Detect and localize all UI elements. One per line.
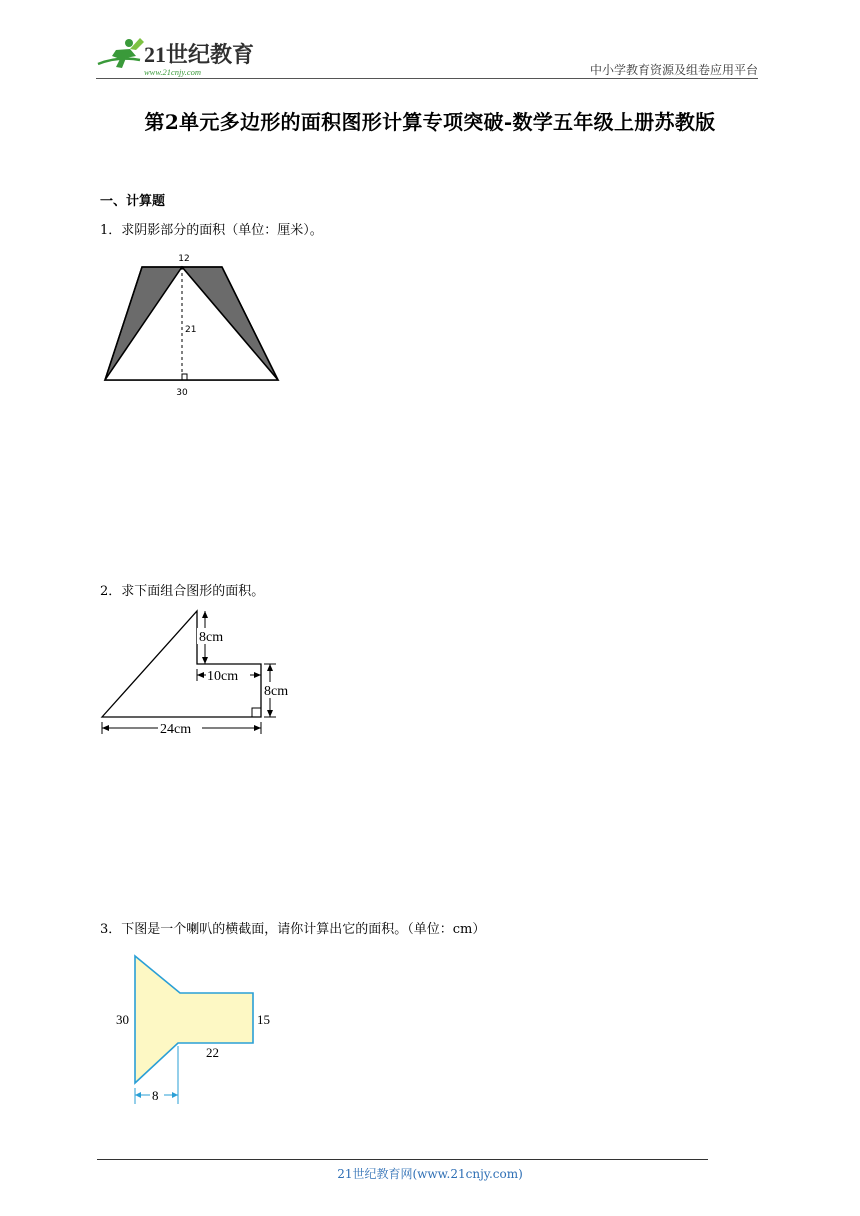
arrow-head xyxy=(267,664,273,671)
label-middle-horizontal: 10cm xyxy=(207,669,239,684)
label-bottom: 8 xyxy=(152,1088,159,1103)
label-bottom: 30 xyxy=(176,388,188,398)
question-2-figure xyxy=(96,604,306,740)
question-1-figure xyxy=(100,250,285,402)
label-left: 30 xyxy=(116,1012,129,1027)
arrow-head xyxy=(267,710,273,717)
arrow-head xyxy=(197,672,204,678)
arrow-head xyxy=(254,725,261,731)
arrow-head xyxy=(102,725,109,731)
question-2-text: 2．求下面组合图形的面积。 xyxy=(100,584,265,599)
label-top-vertical: 8cm xyxy=(199,630,224,645)
arrow-head xyxy=(135,1092,141,1098)
composite-shape-outline xyxy=(102,611,261,717)
question-1-text: 1．求阴影部分的面积（单位：厘米）。 xyxy=(100,223,323,238)
arrow-head xyxy=(254,672,261,678)
site-logo xyxy=(96,34,266,80)
horn-cross-section xyxy=(135,956,253,1083)
label-right-vertical: 8cm xyxy=(264,684,289,699)
arrow-head xyxy=(202,611,208,618)
arrow-head xyxy=(172,1092,178,1098)
logo-text: 21世纪教育 xyxy=(144,42,255,67)
label-right: 15 xyxy=(257,1012,270,1027)
label-base: 24cm xyxy=(160,722,192,737)
label-top: 12 xyxy=(178,254,190,264)
runner-logo-icon xyxy=(98,38,144,68)
footer-divider xyxy=(97,1159,708,1160)
arrow-head xyxy=(202,657,208,664)
header-platform-text: 中小学教育资源及组卷应用平台 xyxy=(589,63,758,77)
question-3-figure xyxy=(110,950,280,1110)
document-title: 第2单元多边形的面积图形计算专项突破-数学五年级上册苏教版 xyxy=(144,110,716,134)
label-middle: 22 xyxy=(206,1045,219,1060)
question-3-text: 3．下图是一个喇叭的横截面，请你计算出它的面积。（单位：cm） xyxy=(100,922,486,937)
logo-url: www.21cnjy.com xyxy=(144,67,201,77)
header-divider xyxy=(96,78,758,79)
label-height: 21 xyxy=(185,325,197,335)
right-angle-mark xyxy=(252,708,261,717)
section-heading: 一、计算题 xyxy=(100,194,166,209)
footer-link[interactable]: 21世纪教育网(www.21cnjy.com) xyxy=(337,1167,523,1181)
